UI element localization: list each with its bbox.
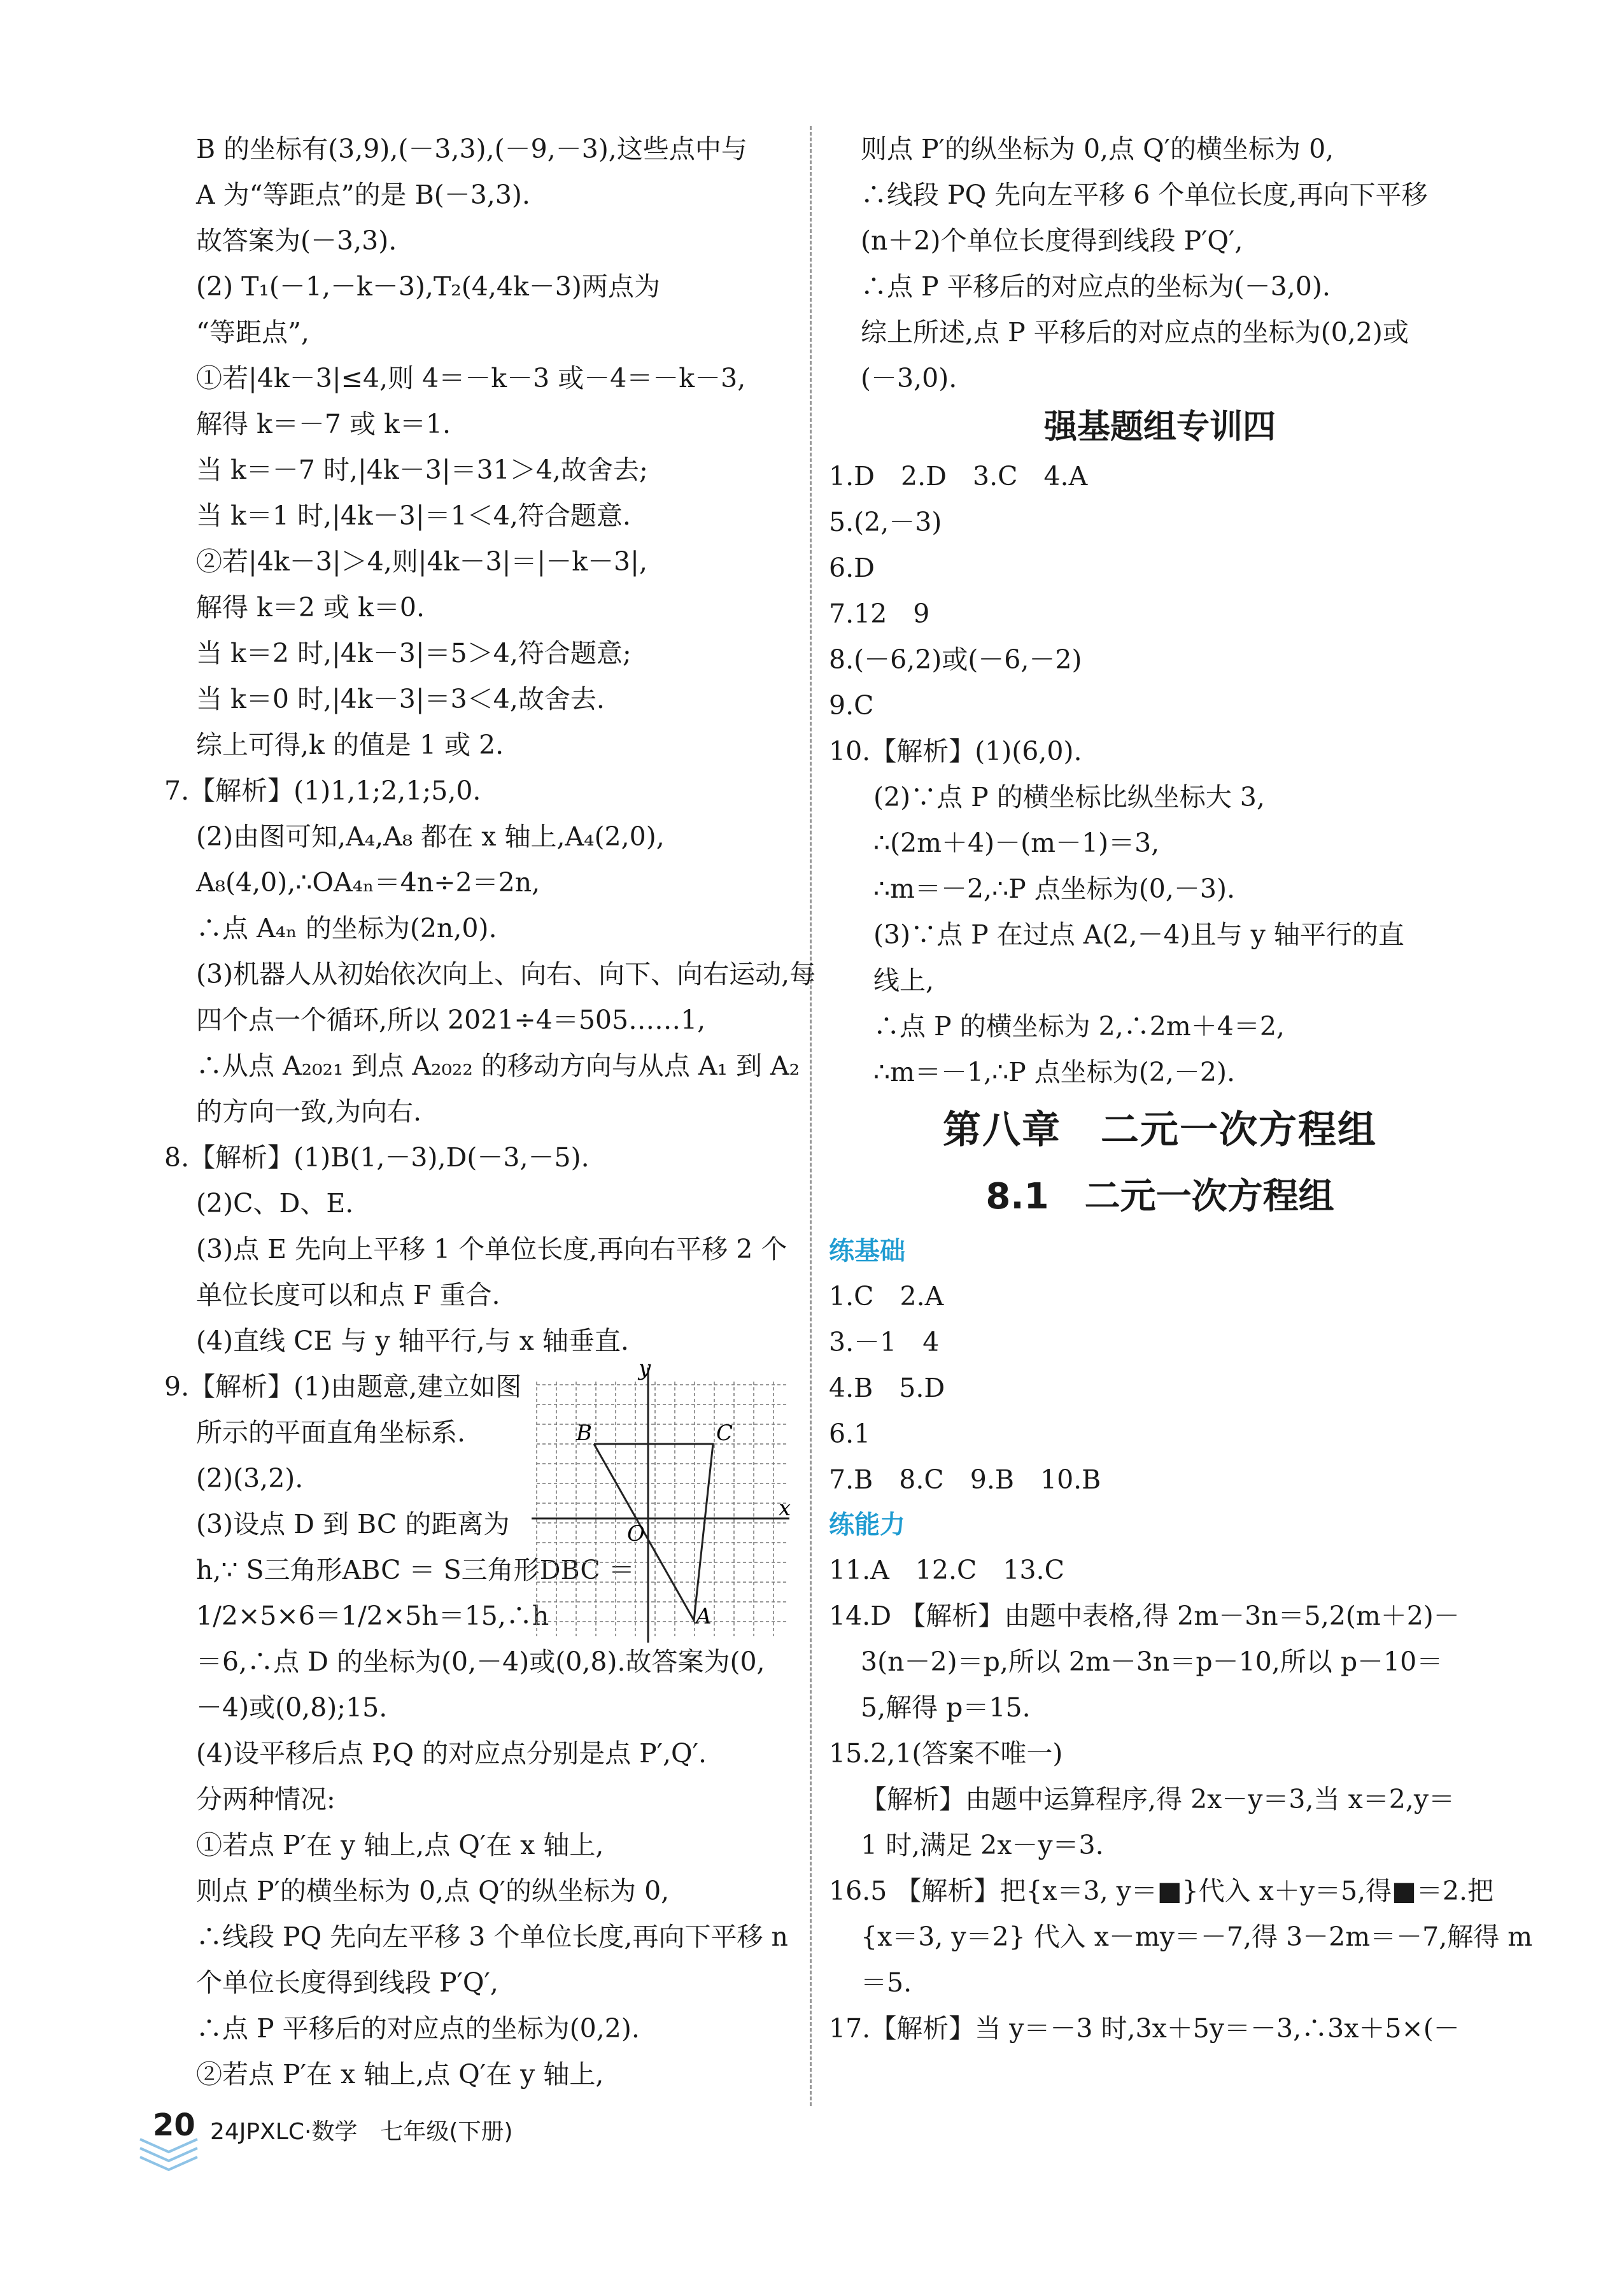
text-line: ∴m＝－2,∴P 点坐标为(0,－3). — [873, 874, 1236, 904]
text-line: ∴从点 A₂₀₂₁ 到点 A₂₀₂₂ 的移动方向与从点 A₁ 到 A₂ — [196, 1051, 800, 1081]
text-line: 8.(－6,2)或(－6,－2) — [829, 644, 1082, 675]
text-line: 7.12 9 — [829, 598, 930, 629]
text-line: 11.A 12.C 13.C — [829, 1555, 1064, 1585]
text-line: {x＝3, y＝2} 代入 x－my＝－7,得 3－2m＝－7,解得 m — [861, 1921, 1533, 1952]
text-line: (4)设平移后点 P,Q 的对应点分别是点 P′,Q′. — [196, 1738, 707, 1769]
text-line: 1/2×5×6＝1/2×5h＝15,∴h — [196, 1601, 549, 1631]
footer-book-title: 24JPXLC·数学 七年级(下册) — [210, 2119, 513, 2145]
text-line: 故答案为(－3,3). — [196, 225, 397, 256]
text-line: 综上可得,k 的值是 1 或 2. — [196, 730, 504, 760]
text-line: 8.【解析】(1)B(1,－3),D(－3,－5). — [164, 1142, 590, 1173]
basics-label: 练基础 — [829, 1236, 905, 1266]
triangle-abc — [594, 1444, 713, 1620]
text-line: ②若点 P′在 x 轴上,点 Q′在 y 轴上, — [196, 2059, 604, 2090]
text-line: (3)机器人从初始依次向上、向右、向下、向右运动,每 — [196, 959, 816, 989]
page-number: 20 — [153, 2107, 195, 2143]
text-line: ∴点 P 平移后的对应点的坐标为(－3,0). — [861, 271, 1331, 302]
y-axis-label: y — [639, 1362, 651, 1381]
text-line: 当 k＝0 时,|4k－3|＝3＜4,故舍去. — [196, 684, 605, 714]
text-line: －4)或(0,8);15. — [196, 1692, 388, 1723]
text-line: 5,解得 p＝15. — [861, 1692, 1031, 1723]
text-line: 当 k＝－7 时,|4k－3|＝31＞4,故舍去; — [196, 455, 648, 485]
page-footer — [134, 2095, 898, 2171]
text-line: 线上, — [873, 965, 935, 996]
text-line: 综上所述,点 P 平移后的对应点的坐标为(0,2)或 — [861, 317, 1409, 348]
right-mid-block — [829, 453, 1491, 1095]
text-line: 解得 k＝－7 或 k＝1. — [196, 409, 451, 439]
text-line: (n＋2)个单位长度得到线段 P′Q′, — [861, 225, 1243, 256]
text-line: 5.(2,－3) — [829, 507, 942, 537]
text-line: 1.D 2.D 3.C 4.A — [829, 461, 1088, 492]
right-top-block — [829, 126, 1491, 401]
text-line: (3)点 E 先向上平移 1 个单位长度,再向右平移 2 个 — [196, 1234, 787, 1264]
text-line: 所示的平面直角坐标系. — [196, 1417, 466, 1448]
grid-lines — [537, 1382, 787, 1636]
text-line: (2)(3,2). — [196, 1463, 304, 1494]
x-axis-label: x — [779, 1496, 791, 1521]
column-divider — [810, 126, 812, 2106]
chapter-title: 第八章 二元一次方程组 — [943, 1108, 1377, 1152]
text-line: A 为“等距点”的是 B(－3,3). — [196, 180, 530, 210]
text-line: (2)由图可知,A₄,A₈ 都在 x 轴上,A₄(2,0), — [196, 821, 665, 852]
text-line: 的方向一致,为向右. — [196, 1096, 422, 1127]
text-line: 当 k＝1 时,|4k－3|＝1＜4,符合题意. — [196, 500, 631, 531]
text-line: (2)∵点 P 的横坐标比纵坐标大 3, — [873, 782, 1265, 812]
text-line: 分两种情况: — [196, 1784, 335, 1815]
section-title: 强基题组专训四 — [1043, 408, 1276, 446]
text-line: 6.D — [829, 553, 875, 583]
subsection-title: 8.1 二元一次方程组 — [985, 1176, 1334, 1217]
basics-block — [829, 1273, 1491, 1503]
text-line: 14.D 【解析】由题中表格,得 2m－3n＝5,2(m＋2)－ — [829, 1601, 1460, 1631]
text-line: 16.5 【解析】把{x＝3, y＝■}代入 x＋y＝5,得■＝2.把 — [829, 1876, 1493, 1906]
text-line: B 的坐标有(3,9),(－3,3),(－9,－3),这些点中与 — [196, 134, 747, 164]
text-line: 个单位长度得到线段 P′Q′, — [196, 1967, 498, 1998]
text-line: ①若点 P′在 y 轴上,点 Q′在 x 轴上, — [196, 1830, 604, 1860]
text-line: (4)直线 CE 与 y 轴平行,与 x 轴垂直. — [196, 1326, 629, 1356]
text-line: 7.B 8.C 9.B 10.B — [829, 1464, 1101, 1495]
text-line: (－3,0). — [861, 363, 957, 393]
text-line: 10.【解析】(1)(6,0). — [829, 736, 1082, 767]
text-line: 解得 k＝2 或 k＝0. — [196, 592, 425, 623]
text-line: 1 时,满足 2x－y＝3. — [861, 1830, 1104, 1860]
text-line: 1.C 2.A — [829, 1281, 944, 1312]
text-line: ∴点 P 的横坐标为 2,∴2m＋4＝2, — [873, 1011, 1285, 1042]
ability-label: 练能力 — [829, 1510, 905, 1539]
text-line: ＝6,∴点 D 的坐标为(0,－4)或(0,8).故答案为(0, — [196, 1646, 765, 1677]
text-line: 则点 P′的纵坐标为 0,点 Q′的横坐标为 0, — [861, 134, 1334, 164]
text-line: ①若|4k－3|≤4,则 4＝－k－3 或－4＝－k－3, — [196, 363, 746, 393]
text-line: ∴m＝－1,∴P 点坐标为(2,－2). — [873, 1057, 1236, 1087]
text-line: “等距点”, — [196, 317, 309, 348]
text-line: 15.2,1(答案不唯一) — [829, 1738, 1063, 1769]
text-line: ∴线段 PQ 先向左平移 3 个单位长度,再向下平移 n — [196, 1921, 788, 1952]
text-line: ∴点 P 平移后的对应点的坐标为(0,2). — [196, 2013, 640, 2044]
text-line: ∴线段 PQ 先向左平移 6 个单位长度,再向下平移 — [861, 180, 1428, 210]
text-line: h,∵ S三角形ABC ＝ S三角形DBC ＝ — [196, 1555, 635, 1585]
text-line: ∴(2m＋4)－(m－1)＝3, — [873, 828, 1160, 858]
coordinate-grid-figure — [532, 1362, 793, 1643]
text-line: A₈(4,0),∴OA₄ₙ＝4n÷2＝2n, — [196, 867, 540, 898]
ability-block — [829, 1547, 1533, 2051]
text-line: 9.C — [829, 690, 874, 721]
text-line: 3(n－2)＝p,所以 2m－3n＝p－10,所以 p－10＝ — [861, 1646, 1443, 1677]
text-line: 【解析】由题中运算程序,得 2x－y＝3,当 x＝2,y＝ — [861, 1784, 1455, 1815]
text-line: 7.【解析】(1)1,1;2,1;5,0. — [164, 775, 481, 806]
text-line: 3.－1 4 — [829, 1327, 940, 1357]
text-line: 17.【解析】当 y＝－3 时,3x＋5y＝－3,∴3x＋5×(－ — [829, 2013, 1460, 2044]
text-line: 9.【解析】(1)由题意,建立如图 — [164, 1371, 522, 1402]
origin-label: O — [627, 1521, 645, 1546]
text-line: 6.1 — [829, 1418, 871, 1449]
point-b-label: B — [576, 1420, 592, 1446]
text-line: (2) T₁(－1,－k－3),T₂(4,4k－3)两点为 — [196, 271, 660, 302]
text-line: 则点 P′的横坐标为 0,点 Q′的纵坐标为 0, — [196, 1876, 670, 1906]
text-line: ＝5. — [861, 1967, 912, 1998]
text-line: 当 k＝2 时,|4k－3|＝5＞4,符合题意; — [196, 638, 632, 669]
text-line: (3)∵点 P 在过点 A(2,－4)且与 y 轴平行的直 — [873, 919, 1404, 950]
point-a-label: A — [696, 1604, 712, 1629]
point-c-label: C — [716, 1420, 733, 1446]
text-line: (3)设点 D 到 BC 的距离为 — [196, 1509, 510, 1539]
text-line: ②若|4k－3|＞4,则|4k－3|＝|－k－3|, — [196, 546, 647, 577]
text-line: 四个点一个循环,所以 2021÷4＝505……1, — [196, 1005, 706, 1035]
text-line: (2)C、D、E. — [196, 1188, 354, 1219]
text-line: ∴点 A₄ₙ 的坐标为(2n,0). — [196, 913, 497, 944]
right-column — [829, 126, 1533, 2051]
left-column — [164, 126, 816, 2097]
text-line: 4.B 5.D — [829, 1373, 945, 1403]
text-line: 单位长度可以和点 F 重合. — [196, 1280, 500, 1310]
